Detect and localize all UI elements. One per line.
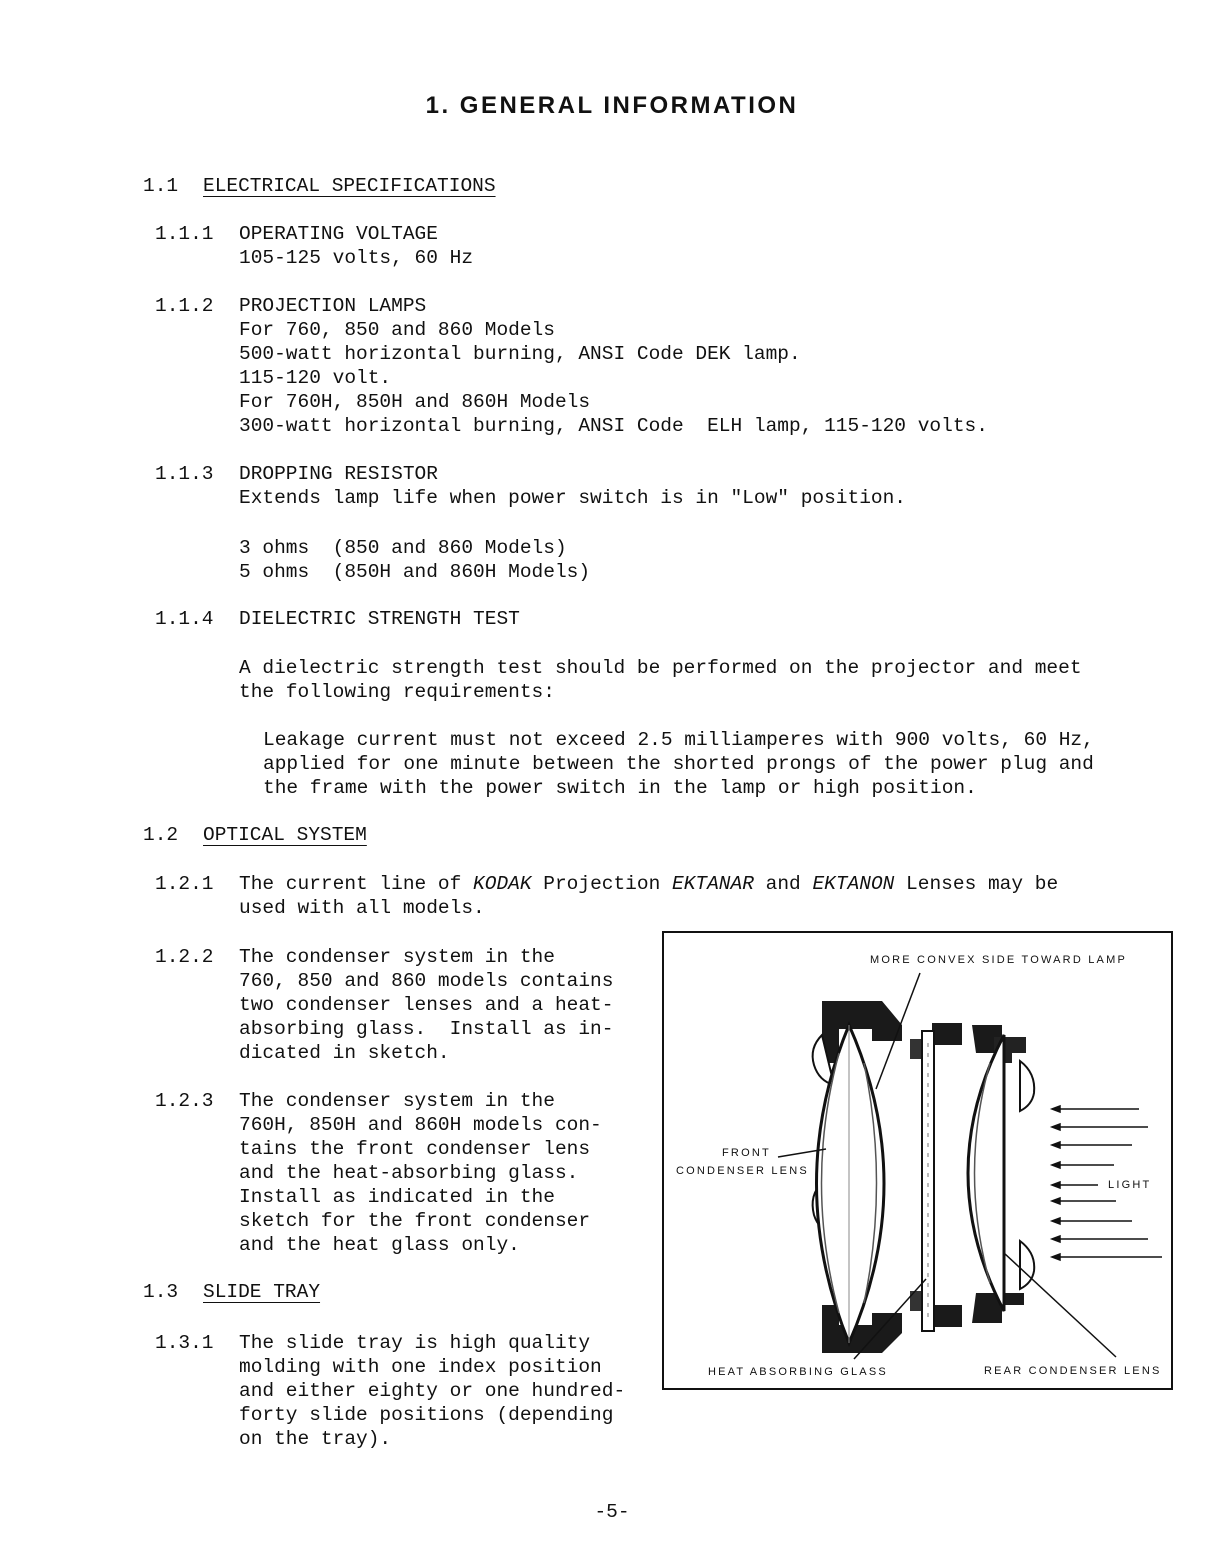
subsection-number: 1.1.2 — [155, 295, 214, 317]
section-heading-slide-tray: SLIDE TRAY — [203, 1281, 321, 1303]
text-line: 500-watt horizontal burning, ANSI Code DEK lamp. — [239, 343, 801, 365]
section-heading-optical: OPTICAL SYSTEM — [203, 824, 367, 846]
text-line: and the heat-absorbing glass. — [239, 1162, 579, 1184]
text-line: tains the front condenser lens — [239, 1138, 591, 1160]
text-line: absorbing glass. Install as in- — [239, 1018, 614, 1040]
text-line: The condenser system in the — [239, 1090, 555, 1112]
text-line: on the tray). — [239, 1428, 392, 1450]
text-line-lenses — [239, 872, 1058, 896]
page-number: -5- — [594, 1501, 630, 1523]
subsection-number: 1.2.3 — [155, 1090, 214, 1112]
page-title: 1. GENERAL INFORMATION — [425, 92, 799, 119]
retainer-plate — [932, 1023, 962, 1045]
label-rear-condenser-lens: REAR CONDENSER LENS — [984, 1365, 1162, 1377]
condenser-diagram-drawing — [664, 933, 1171, 1388]
label-light: LIGHT — [1108, 1179, 1152, 1191]
text-line: dicated in sketch. — [239, 1042, 450, 1064]
text-line: The slide tray is high quality — [239, 1332, 591, 1354]
subsection-number: 1.1.3 — [155, 463, 214, 485]
text-line: 760, 850 and 860 models contains — [239, 970, 614, 992]
label-front-condenser-lens: CONDENSER LENS — [676, 1165, 809, 1177]
brand-ektanar: EKTANAR — [672, 873, 754, 895]
text-line: the following requirements: — [239, 681, 555, 703]
subsection-heading-dropping-resistor: DROPPING RESISTOR — [239, 463, 438, 485]
resistor-value: 3 ohms (850 and 860 Models) — [239, 537, 567, 559]
text-line: A dielectric strength test should be performed on the projector and meet — [239, 657, 1082, 679]
text-line: two condenser lenses and a heat- — [239, 994, 614, 1016]
subsection-heading-operating-voltage: OPERATING VOLTAGE — [239, 223, 438, 245]
text-line: 105-125 volts, 60 Hz — [239, 247, 474, 269]
subsection-heading-dielectric: DIELECTRIC STRENGTH TEST — [239, 608, 520, 630]
subsection-number: 1.1.4 — [155, 608, 214, 630]
text-line: Install as indicated in the — [239, 1186, 555, 1208]
brand-kodak: KODAK — [473, 873, 532, 895]
text-line: and the heat glass only. — [239, 1234, 520, 1256]
subsection-number: 1.2.1 — [155, 873, 214, 895]
label-more-convex: MORE CONVEX SIDE TOWARD LAMP — [870, 954, 1127, 966]
text-line: 115-120 volt. — [239, 367, 392, 389]
requirement-line: applied for one minute between the shorted prongs of the power plug and — [263, 753, 1094, 775]
resistor-value: 5 ohms (850H and 860H Models) — [239, 561, 591, 583]
section-number: 1.2 — [143, 824, 179, 846]
retainer-plate — [932, 1305, 962, 1327]
brand-ektanon: EKTANON — [812, 873, 895, 895]
text-line: For 760H, 850H and 860H Models — [239, 391, 591, 413]
subsection-heading-projection-lamps: PROJECTION LAMPS — [239, 295, 427, 317]
rear-mount-bump — [1020, 1061, 1034, 1111]
subsection-number: 1.2.2 — [155, 946, 214, 968]
requirement-line: Leakage current must not exceed 2.5 milliamperes with 900 volts, 60 Hz, — [263, 729, 1094, 751]
text-run: The current line of — [239, 873, 474, 895]
text-line: molding with one index position — [239, 1356, 602, 1378]
text-line: 760H, 850H and 860H models con- — [239, 1114, 602, 1136]
condenser-diagram — [662, 931, 1173, 1390]
rear-mount-bump — [1020, 1241, 1034, 1289]
subsection-number: 1.3.1 — [155, 1332, 214, 1354]
label-front: FRONT — [722, 1147, 771, 1159]
requirement-line: the frame with the power switch in the lamp or high position. — [263, 777, 977, 799]
text-line: used with all models. — [239, 897, 485, 919]
section-heading-electrical: ELECTRICAL SPECIFICATIONS — [203, 175, 496, 197]
section-number: 1.1 — [143, 175, 179, 197]
text-line: sketch for the front condenser — [239, 1210, 591, 1232]
label-heat-absorbing-glass: HEAT ABSORBING GLASS — [708, 1366, 888, 1378]
text-line: and either eighty or one hundred- — [239, 1380, 626, 1402]
subsection-number: 1.1.1 — [155, 223, 214, 245]
section-number: 1.3 — [143, 1281, 179, 1303]
text-line: Extends lamp life when power switch is in "Low" position. — [239, 487, 907, 509]
text-run: and — [753, 873, 813, 895]
text-run: Lenses may be — [894, 873, 1059, 895]
text-line: The condenser system in the — [239, 946, 555, 968]
text-line: 300-watt horizontal burning, ANSI Code ELH lamp, 115-120 volts. — [239, 415, 988, 437]
text-line: forty slide positions (depending — [239, 1404, 614, 1426]
text-line: For 760, 850 and 860 Models — [239, 319, 555, 341]
text-run: Projection — [531, 873, 672, 895]
